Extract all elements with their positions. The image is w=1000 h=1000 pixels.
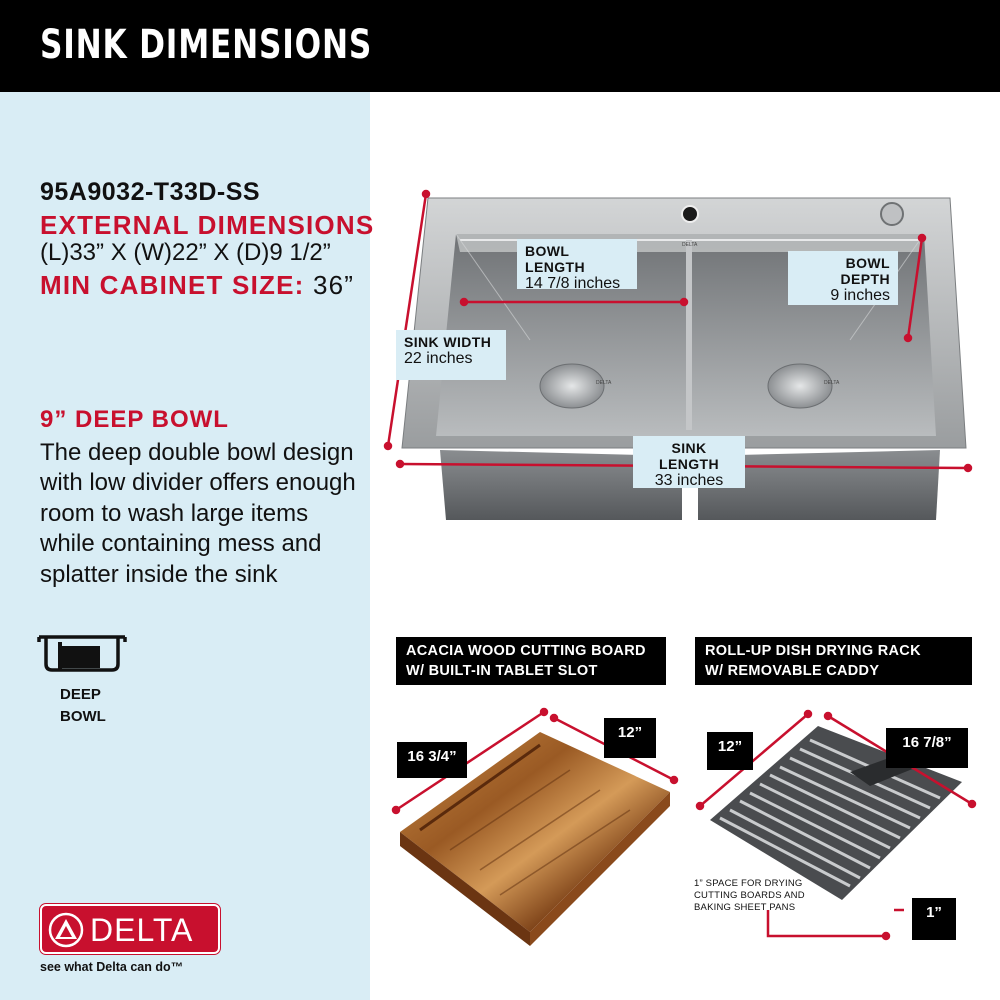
board-width-tag: 12”	[604, 718, 656, 758]
bowl-depth-value: 9 inches	[830, 287, 890, 304]
bowl-length-title: BOWL LENGTH	[525, 243, 585, 275]
disposal-button	[881, 203, 903, 225]
sink-length-value: 33 inches	[654, 472, 724, 489]
cutting-board-title-line2: W/ BUILT-IN TABLET SLOT	[406, 663, 598, 679]
page-title: SINK DIMENSIONS	[40, 22, 373, 68]
sink-width-title: SINK WIDTH	[404, 334, 492, 350]
min-cabinet-label: MIN CABINET SIZE:	[40, 270, 305, 300]
left-drain-engraving: DELTA	[596, 380, 612, 386]
deep-bowl-icon	[36, 632, 128, 674]
rack-space-note: 1” SPACE FOR DRYING CUTTING BOARDS AND BAKING SHEET PANS	[694, 878, 805, 913]
cutting-board-header	[396, 637, 666, 685]
deep-bowl-label-line1: DEEP	[60, 686, 101, 703]
delta-logo	[40, 904, 220, 954]
bowl-length-value: 14 7/8 inches	[525, 275, 621, 292]
divider-engraving: DELTA	[682, 242, 698, 248]
model-number: 95A9032-T33D-SS	[40, 178, 261, 206]
min-cabinet-size	[40, 270, 354, 301]
deep-bowl-label-line2: BOWL	[60, 708, 106, 725]
drying-rack-title-line1: ROLL-UP DISH DRYING RACK	[705, 643, 921, 659]
right-drain	[768, 364, 832, 408]
bowl-length-label	[517, 239, 637, 292]
bowl-depth-label	[788, 251, 898, 305]
board-length-tag: 16 3/4”	[397, 742, 467, 778]
deep-bowl-label	[60, 684, 106, 728]
bowl-depth-title: BOWL DEPTH	[840, 255, 890, 287]
drying-rack-title-line2: W/ REMOVABLE CADDY	[705, 663, 880, 679]
rack-length-tag: 16 7/8”	[886, 728, 968, 768]
left-drain	[540, 364, 604, 408]
cutting-board-title-line1: ACACIA WOOD CUTTING BOARD	[406, 643, 646, 659]
sink-width-label	[396, 330, 506, 380]
drying-rack-header	[695, 637, 972, 685]
faucet-hole	[682, 206, 698, 222]
delta-triangle-icon	[48, 912, 84, 948]
right-drain-engraving: DELTA	[824, 380, 840, 386]
min-cabinet-value: 36”	[304, 270, 355, 300]
sink-width-value: 22 inches	[404, 350, 473, 367]
rack-width-tag: 12”	[707, 732, 753, 770]
brand-tagline: see what Delta can do™	[40, 960, 184, 974]
external-dimensions-title: EXTERNAL DIMENSIONS	[40, 210, 375, 240]
rack-space-tag: 1”	[912, 898, 956, 940]
bowl-divider	[686, 240, 692, 430]
external-dimensions-value: (L)33” X (W)22” X (D)9 1/2”	[40, 239, 331, 266]
sink-length-title: SINK LENGTH	[659, 440, 719, 472]
header-bar	[0, 0, 1000, 92]
feature-description: The deep double bowl design with low divider offers enough room to wash large items while containing mess and splatter inside the sink	[40, 439, 356, 588]
sink-length-label	[633, 436, 745, 488]
delta-wordmark: DELTA	[90, 912, 194, 948]
feature-title: 9” DEEP BOWL	[40, 406, 229, 433]
